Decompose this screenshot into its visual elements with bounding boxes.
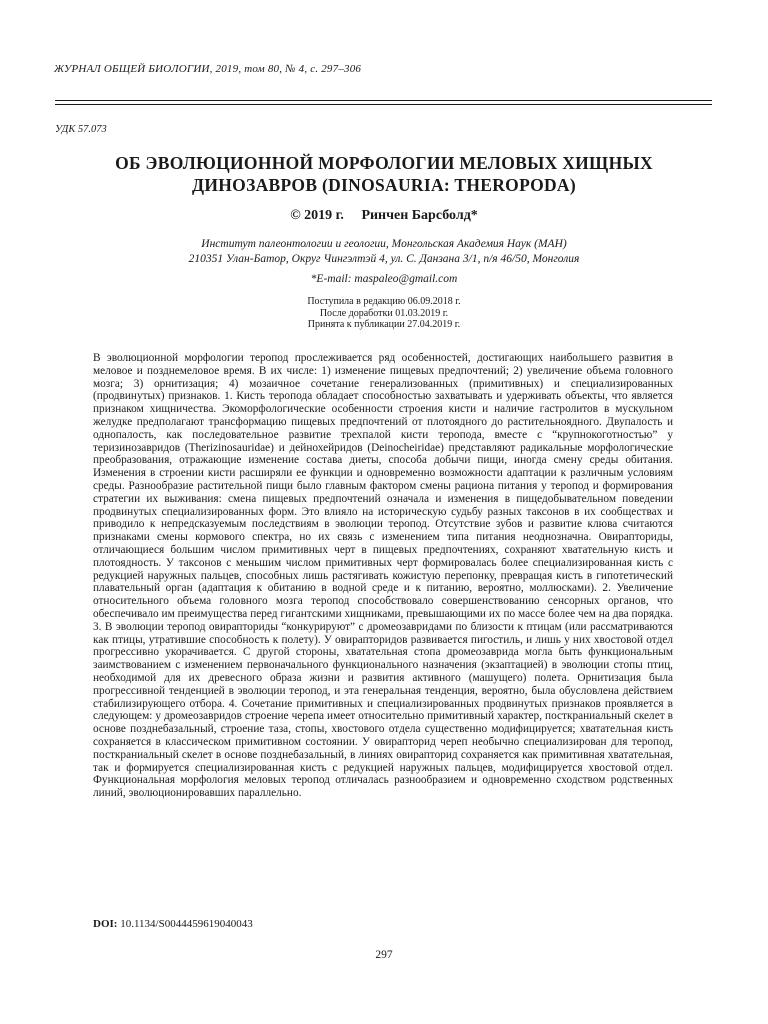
- author-email[interactable]: *E-mail: maspaleo@gmail.com: [310, 273, 458, 285]
- header-rule-thick: [55, 100, 712, 101]
- affiliation-line-1: Институт палеонтологии и геологии, Монгольская Академия Наук (МАН): [201, 238, 567, 250]
- date-revised: После доработки 01.03.2019 г.: [319, 307, 449, 319]
- page-number: 297: [375, 949, 393, 961]
- udk-code: УДК 57.073: [55, 124, 107, 135]
- copyright-year: © 2019 г.: [290, 208, 344, 223]
- author-name: Ринчен Барсболд*: [361, 208, 478, 223]
- submission-dates: [80, 296, 688, 331]
- doi-label: DOI:: [93, 918, 118, 930]
- abstract-text: В эволюционной морфологии теропод прослеживается ряд особенностей, достигающих наибольшего развития в меловое и позднемеловое время. В их числе: 1) изменение пищевых предпочтений; 2) увеличение объема головного мозга; 3) орнитизация; 4) мозаичное сочетание генерализованных (примитивных) и специализированных (продвинутых) признаков. 1. Кисть теропода обладает способностью захватывать и удерживать объекты, что является признаком хищничества. Экоморфологические особенности строения кисти и наличие гастролитов в мускульном желудке предполагают трансформацию пищевых предпочтений от плотоядного до растительноядного. Двупалость и однопалость, как последовательное развитие трехпалой кисти теропода, вместе с “крупнокоготностью” у теризинозавридов (Therizinosauridae) и дейнохейридов (Deinocheiridae) представляют радикальные морфологические преобразования, отражающие изменение состава диеты, способа добычи пищи, иногда смену среды обитания. Изменения в строении кисти расширяли ее функции и одновременно возможности адаптации к различным условиям среды. Разнообразие растительной пищи было главным фактором смены рациона питания у теропод и формирования стратегии их выживания: смена пищевых предпочтений означала и изменения в пищедобывательном поведении продвинутых специализированных форм. Это влияло на историческую судьбу разных таксонов в их сообществах и приводило к непредсказуемым последствиям в эволюции теропод. Отсутствие зубов и развитие клюва считаются признаками смены кормового спектра, но их связь с изменением типа питания неоднозначна. Овирапториды, отличающиеся большим числом примитивных черт в пищевых предпочтениях, сохраняют хватательную кисть и плотоядность. У таксонов с меньшим числом примитивных черт формировалась более специализированная кисть с редукцией наружных пальцев, способных лишь растягивать кожистую перепонку, превращая кисть в гипотетический плавательный орган (адаптация к обитанию в водной среде и к питанию, вероятно, моллюсками). 2. Увеличение относительного объема головного мозга теропод способствовало совершенствованию сенсорных органов, что обеспечивало им преимущества перед гигантскими хищниками, превышающими их по массе более чем на два порядка. 3. В эволюции теропод овирапториды “конкурируют” с дромеозавридами по близости к птицам (или рассматриваются как птицы, утратившие способность к полету). У овирапторидов развивается пигостиль, и лишь у них хвостовой отдел прогрессивно укорачивается. С другой стороны, хватательная стопа дромеозаврида могла быть функциональным заимствованием с изменением первоначального функционального назначения (экзаптацией) в эволюции стопы птиц, необходимой для их древесного образа жизни и развития активного (машущего) полета. Орнитизация была прогрессивной тенденцией в эволюции теропод, и эта генеральная тенденция, вероятно, была обусловлена действием стабилизирующего отбора. 4. Сочетание примитивных и специализированных продвинутых признаков проявляется в следующем: у дромеозавридов строение черепа имеет относительно примитивный характер, посткраниальный скелет в основе позднебазальный, строение таза, стопы, хвостового отдела существенно модифицируется; хватательная кисть сохраняется в классическом примитивном состоянии. У овирапторид череп необычно специализирован для теропод, посткраниальный скелет в основе позднебазальный, в линиях овирапторид сохраняется как примитивная хватательная, так и формируется специализированная кисть с редукцией наружных пальцев, модифицируется хвостовой отдел. Функциональная морфология меловых теропод отличалась разнообразием и одновременно сходством родственных линий, эволюционировавших параллельно.: [93, 352, 673, 800]
- article-title: ОБ ЭВОЛЮЦИОННОЙ МОРФОЛОГИИ МЕЛОВЫХ ХИЩНЫХ ДИНОЗАВРОВ (DINOSAURIA: THEROPODA): [115, 153, 653, 195]
- journal-header: ЖУРНАЛ ОБЩЕЙ БИОЛОГИИ, 2019, том 80, № 4, с. 297–306: [54, 63, 362, 75]
- author-line: [80, 208, 688, 224]
- affiliation-line-2: 210351 Улан-Батор, Округ Чингэлтэй 4, ул. С. Данзана 3/1, п/я 46/50, Монголия: [188, 253, 580, 265]
- doi-value[interactable]: 10.1134/S0044459619040043: [120, 918, 253, 930]
- doi-line: [93, 918, 253, 930]
- date-received: Поступила в редакцию 06.09.2018 г.: [307, 296, 461, 307]
- header-rule-thin: [55, 104, 712, 105]
- date-accepted: Принята к публикации 27.04.2019 г.: [307, 319, 461, 330]
- affiliation: [80, 237, 688, 267]
